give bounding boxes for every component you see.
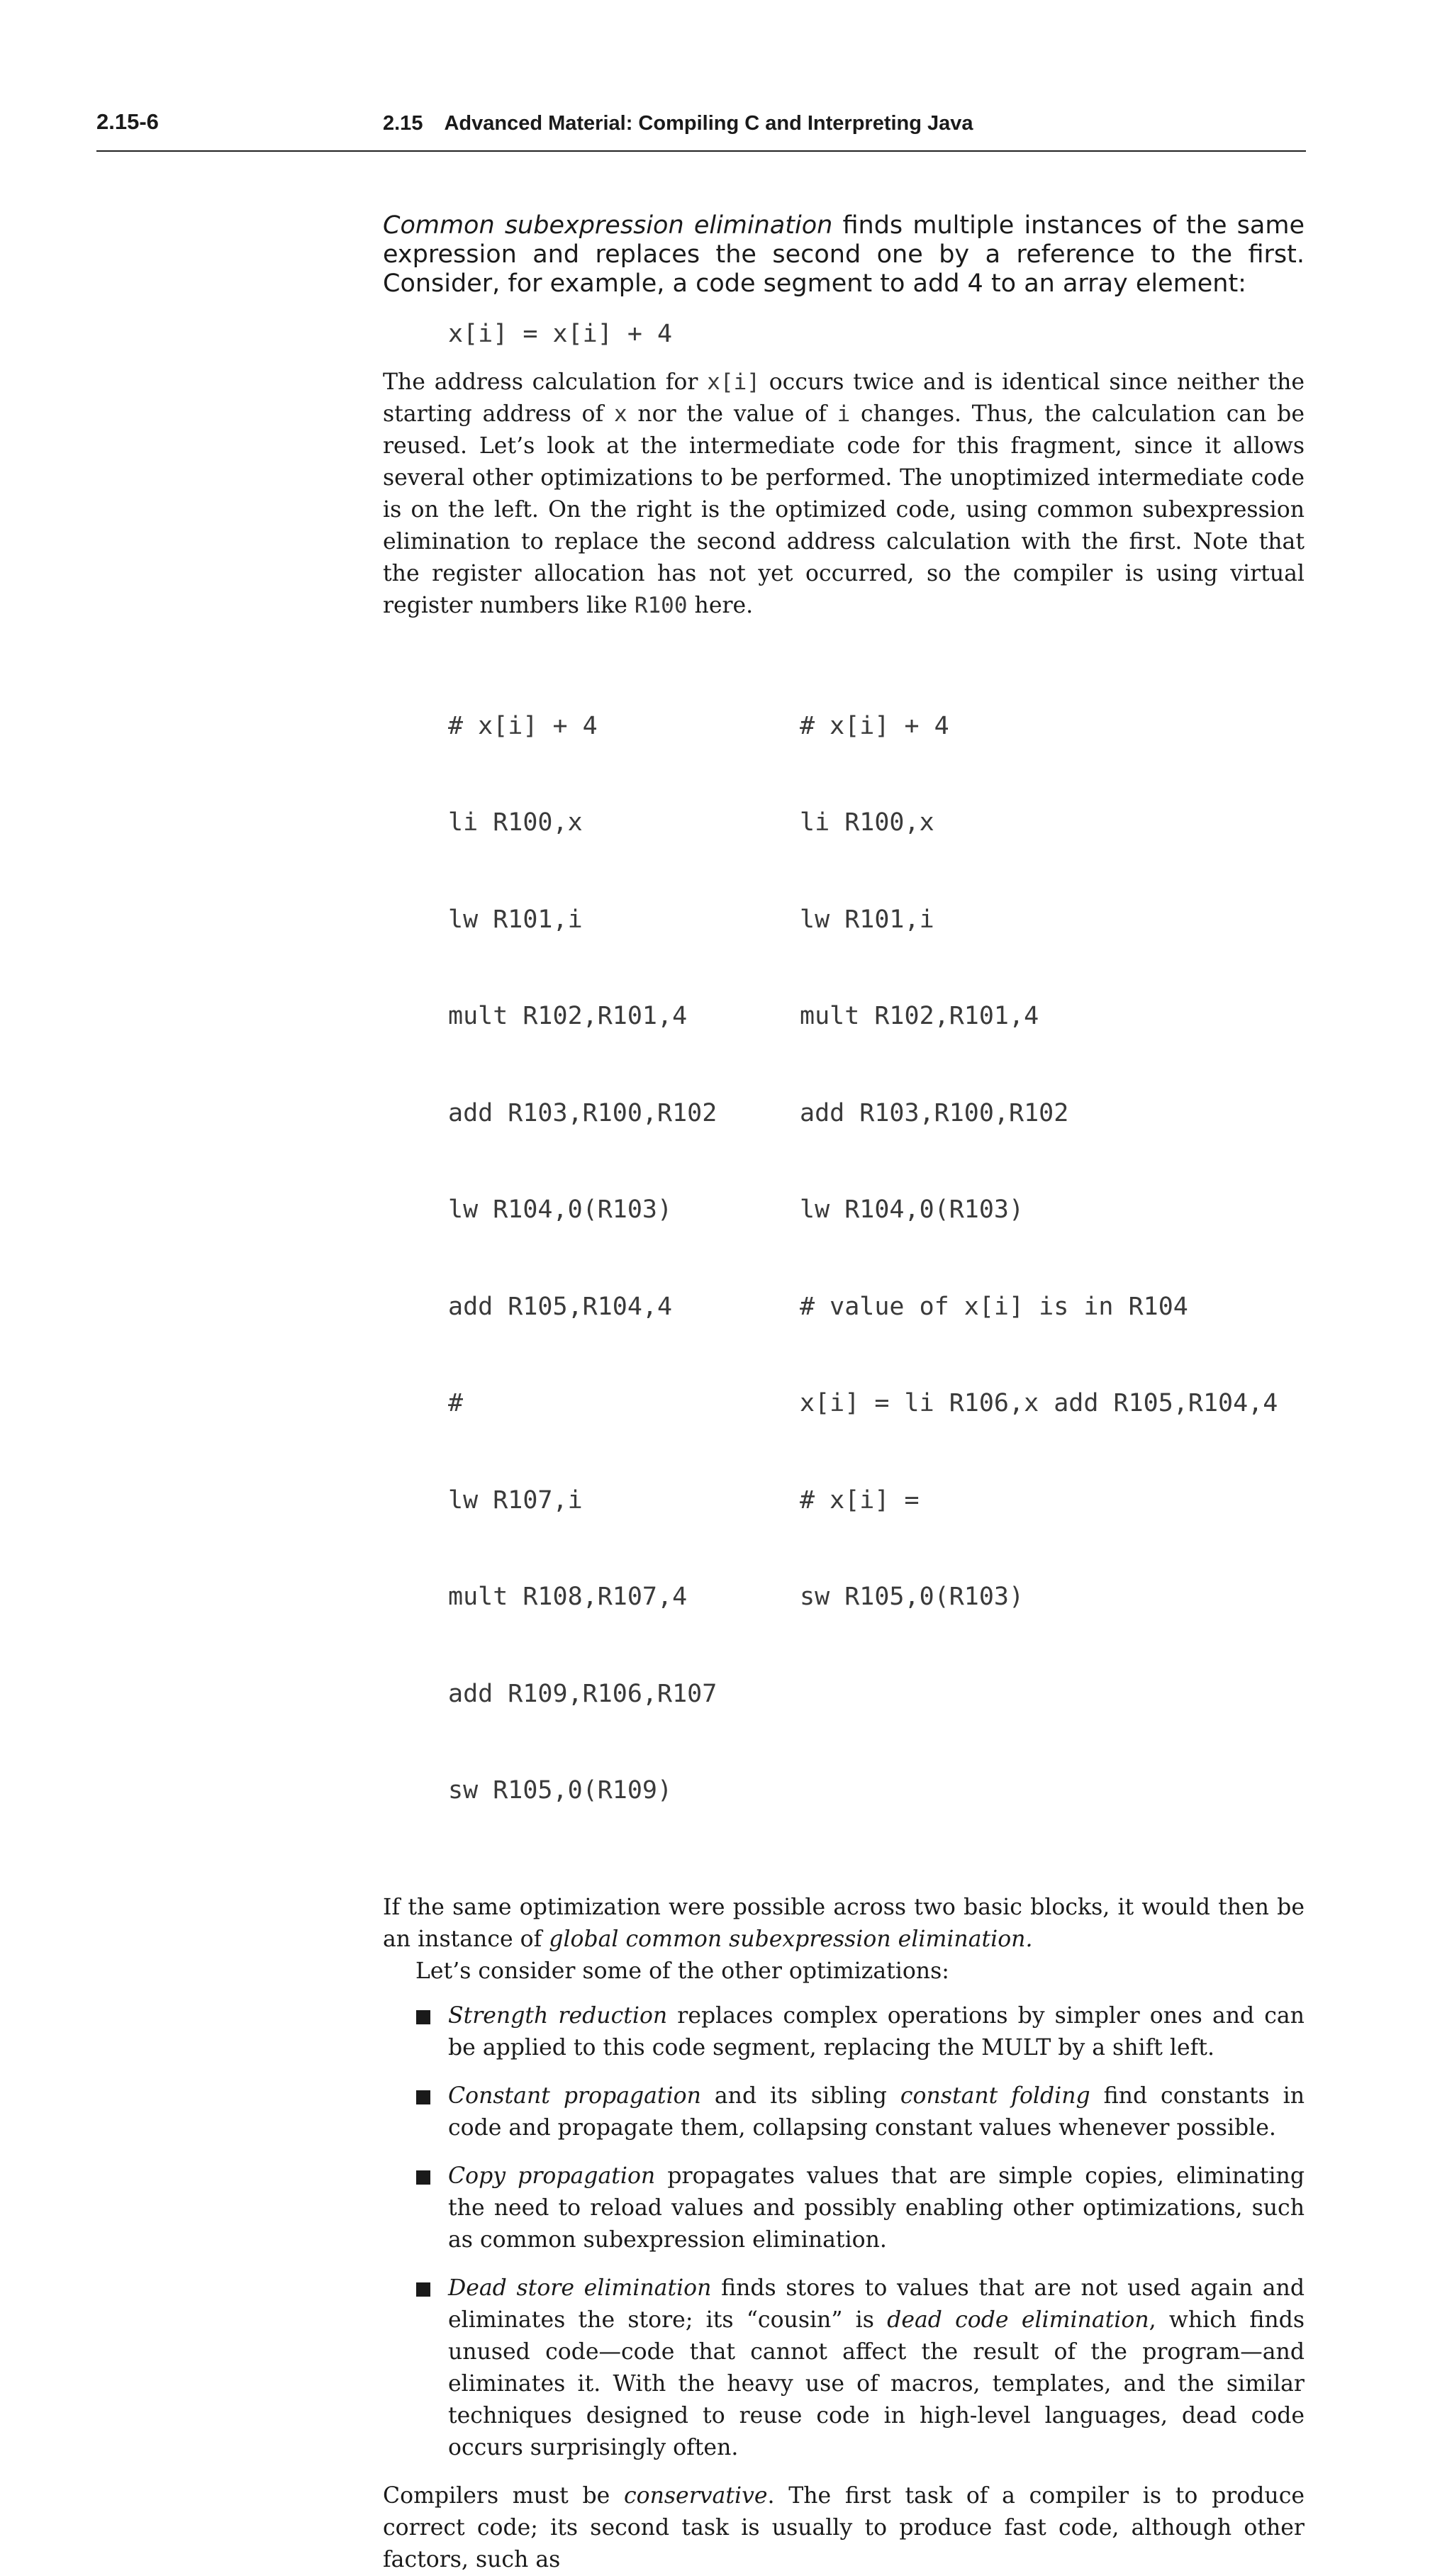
header-rule [96, 150, 1306, 152]
bullet-text: find constants in code and propagate them, collapsing constant values whenever possible. [448, 2082, 1305, 2141]
section-number: 2.15 [383, 112, 423, 135]
bullet-text: , which finds unused code—code that cannot affect the result of the program—and eliminates it. With the heavy use of macros, templates, and the similar techniques designed to reuse code in high-level languages, dead code occurs surprisingly often. [448, 2307, 1305, 2460]
bullet-text: replaces complex operations by simpler ones and can be applied to this code segment, replacing the MULT by a shift left. [448, 2002, 1305, 2061]
code-line: add R105,R104,4 [448, 1292, 673, 1321]
code-line: lw R104,0(R103) [800, 1195, 1024, 1224]
para4-text-1: Compilers must be [383, 2482, 624, 2509]
code-line: mult R108,R107,4 [448, 1583, 688, 1611]
code-line: # value of x[i] is in R104 [800, 1292, 1188, 1321]
para1-text-1: The address calculation for [383, 369, 708, 395]
para1-text-4: changes. Thus, the calculation can be reused. Let’s look at the intermediate code for this fragment, since it allows several other optimizations to be performed. The unoptimized intermediate code is on the left. On the right is the optimized code, using common subexpression elimination to replace the second address calculation with the first. Note that the register allocation has not yet occurred, so the compiler is using virtual register numbers like [383, 401, 1305, 618]
intro-paragraph [383, 211, 1305, 299]
code-line: li R100,x [448, 808, 583, 837]
bullet-term: Strength reduction [448, 2002, 668, 2029]
square-bullet-icon [416, 2010, 430, 2024]
bullet-text: and its sibling [700, 2082, 900, 2109]
para1-text-5: here. [687, 592, 754, 618]
code-line: li R100,x [800, 808, 934, 837]
para1-code-3: i [837, 401, 851, 427]
bullet-term: Copy propagation [448, 2163, 656, 2189]
running-head [383, 112, 973, 135]
list-item [383, 2080, 1305, 2144]
code-line: add R109,R106,R107 [448, 1679, 717, 1708]
intro-term: Common subexpression elimination [383, 211, 833, 240]
code-line: mult R102,R101,4 [448, 1002, 688, 1030]
bullet-text: propagates values that are simple copies, eliminating the need to reload values and possibly enabling other optimizations, such as common subexpression elimination. [448, 2163, 1305, 2253]
square-bullet-icon [416, 2170, 430, 2185]
code-line: # [448, 1389, 464, 1417]
other-optimizations-intro: Let’s consider some of the other optimizations: [415, 1958, 949, 1984]
page-body [383, 211, 1305, 2576]
code-line: # x[i] + 4 [448, 711, 598, 740]
code-line: mult R102,R101,4 [800, 1002, 1039, 1030]
code-line: x[i] = li R106,x add R105,R104,4 [800, 1389, 1278, 1417]
example-statement: x[i] = x[i] + 4 [448, 320, 673, 348]
conservative-paragraph [383, 2480, 1305, 2576]
bullet-term: constant folding [900, 2082, 1090, 2109]
page-number: 2.15-6 [96, 109, 159, 134]
square-bullet-icon [416, 2090, 430, 2104]
list-item [383, 2273, 1305, 2464]
bullet-term: Dead store elimination [448, 2275, 712, 2301]
optimization-list [383, 2000, 1305, 2464]
global-cse-paragraph [383, 1892, 1305, 1956]
optimized-code [800, 646, 1278, 1872]
para1-text-2: occurs twice and is identical since neither the starting address of [383, 369, 1305, 427]
code-line: lw R101,i [800, 905, 934, 934]
para2-term: global common subexpression elimination. [549, 1926, 1033, 1952]
code-line: add R103,R100,R102 [448, 1098, 717, 1127]
intro-text: finds multiple instances of the same expression and replaces the second one by a reference to the first. Consider, for example, a code segment to add 4 to an array element: [383, 211, 1305, 298]
para1-code-1: x[i] [707, 369, 760, 395]
bullet-term: dead code elimination [887, 2307, 1149, 2333]
para1-code-4: R100 [634, 592, 688, 618]
para1-text-3: nor the value of [627, 401, 837, 427]
bullet-term: Constant propagation [448, 2082, 701, 2109]
section-title: Advanced Material: Compiling C and Interpreting Java [444, 112, 973, 135]
code-line: lw R107,i [448, 1485, 583, 1515]
code-line: lw R101,i [448, 905, 583, 934]
code-line: sw R105,0(R109) [448, 1776, 673, 1805]
para4-text-2: . The first task of a compiler is to produce correct code; its second task is usually to produce fast code, although other factors, such as [383, 2482, 1305, 2572]
code-line: # x[i] = [800, 1485, 920, 1515]
address-calculation-paragraph [383, 367, 1305, 622]
bullet-text: finds stores to values that are not used again and eliminates the store; its “cousin” is [448, 2275, 1305, 2333]
para1-code-2: x [613, 401, 627, 427]
square-bullet-icon [416, 2282, 430, 2297]
code-line: sw R105,0(R103) [800, 1583, 1024, 1611]
list-item [383, 2000, 1305, 2064]
code-line: lw R104,0(R103) [448, 1195, 673, 1224]
unoptimized-code [448, 646, 800, 1872]
para4-term: conservative [624, 2482, 768, 2509]
list-item [383, 2160, 1305, 2256]
para2-text: If the same optimization were possible across two basic blocks, it would then be an instance of [383, 1894, 1305, 1952]
code-line: add R103,R100,R102 [800, 1098, 1069, 1127]
code-line: # x[i] + 4 [800, 711, 949, 740]
code-comparison [448, 646, 1305, 1872]
